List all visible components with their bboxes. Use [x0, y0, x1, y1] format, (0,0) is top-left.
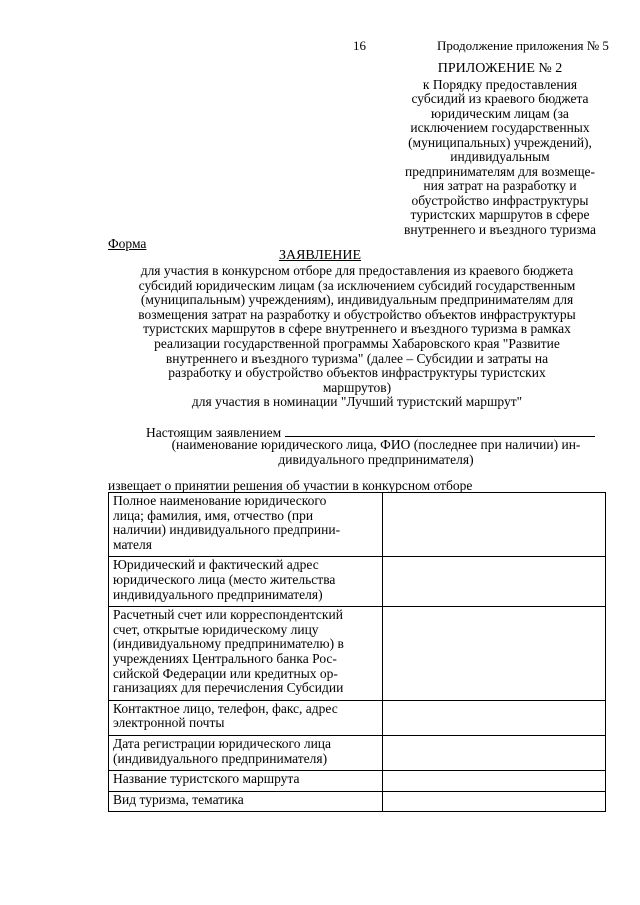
appendix-title: ПРИЛОЖЕНИЕ № 2	[437, 61, 563, 76]
field-label-line: Полное наименование юридического	[113, 493, 327, 508]
table-row	[109, 791, 606, 812]
table-row	[109, 607, 606, 701]
application-table	[108, 492, 606, 812]
field-label-line: Контактное лицо, телефон, факс, адрес	[113, 700, 338, 716]
field-value-cell[interactable]	[382, 493, 605, 557]
applicant-hint	[146, 438, 606, 467]
field-label-line: наличии) индивидуального предприни-	[113, 522, 341, 538]
applicant-hint-line: дивидуального предпринимателя)	[278, 451, 474, 467]
appendix-line: обустройство инфраструктуры	[411, 192, 589, 208]
statement-line: для участия в конкурсном отборе для предоставления из краевого бюджета	[140, 263, 574, 278]
statement-line: внутреннего и въездного туризма" (далее – Субсидии и затраты на	[165, 350, 549, 366]
appendix-lines	[380, 78, 620, 238]
field-label-cell	[109, 771, 383, 792]
table-row	[109, 557, 606, 607]
field-label-cell	[109, 493, 383, 557]
appendix-block	[380, 62, 620, 237]
statement-title	[0, 248, 640, 264]
field-label-line: (индивидуального предпринимателя)	[113, 750, 328, 766]
field-value-cell[interactable]	[382, 557, 605, 607]
statement-line: субсидий юридическим лицам (за исключением субсидий государственным	[138, 277, 576, 293]
appendix-line: субсидий из краевого бюджета	[411, 91, 589, 106]
table-row	[109, 700, 606, 735]
appendix-line: к Порядку предоставления	[422, 76, 578, 92]
applicant-name-blank[interactable]	[285, 424, 595, 437]
applicant-intro-text: Настоящим заявлением	[146, 425, 282, 440]
appendix-line: юридическим лицам (за	[431, 105, 569, 121]
table-row	[109, 771, 606, 792]
field-label-line: сийской Федерации или кредитных ор-	[113, 665, 338, 681]
field-label-line: учреждениях Центрального банка Рос-	[113, 650, 337, 666]
statement-title-text: ЗАЯВЛЕНИЕ	[278, 248, 362, 263]
appendix-line: внутреннего и въездного туризма	[404, 221, 596, 237]
field-value-cell[interactable]	[382, 700, 605, 735]
field-label-line: Название туристского маршрута	[113, 771, 300, 787]
applicant-hint-line: (наименование юридического лица, ФИО (последнее при наличии) ин-	[171, 437, 581, 452]
field-label-cell	[109, 700, 383, 735]
appendix-line: ния затрат на разработку и	[423, 178, 577, 193]
table-row	[109, 735, 606, 770]
field-label-line: юридического лица (место жительства	[113, 571, 336, 587]
appendix-line: (муниципальных) учреждений),	[408, 134, 592, 150]
field-label-line: лица; фамилия, имя, отчество (при	[113, 507, 314, 523]
statement-body	[108, 264, 606, 395]
field-value-cell[interactable]	[382, 607, 605, 701]
field-value-cell[interactable]	[382, 791, 605, 812]
statement-line: маршрутов)	[322, 379, 392, 395]
field-label-line: ганизациях для перечисления Субсидии	[113, 680, 344, 696]
nomination-line: для участия в номинации "Лучший туристский маршрут"	[191, 394, 523, 409]
field-label-cell	[109, 607, 383, 701]
field-value-cell[interactable]	[382, 735, 605, 770]
field-label-line: Расчетный счет или корреспондентский	[113, 607, 343, 623]
form-label: Форма	[108, 236, 147, 251]
field-label-line: Юридический и фактический адрес	[113, 557, 319, 573]
statement-line: возмещения затрат на разработку и обустройство объектов инфраструктуры	[138, 306, 576, 322]
field-value-cell[interactable]	[382, 771, 605, 792]
field-label-cell	[109, 791, 383, 812]
statement-line: (муниципальным) учреждениям), индивидуальным предпринимателям для	[140, 292, 574, 308]
continuation-note: Продолжение приложения № 5	[437, 38, 609, 53]
field-label-line: Вид туризма, тематика	[113, 791, 244, 807]
field-label-line: индивидуального предпринимателя)	[113, 586, 323, 602]
field-label-line: Дата регистрации юридического лица	[113, 735, 332, 751]
appendix-line: предпринимателям для возмеще-	[405, 163, 595, 179]
statement-line: разработку и обустройство объектов инфраструктуры туристских	[168, 365, 546, 381]
field-label-line: (индивидуальному предпринимателю) в	[113, 636, 344, 652]
field-label-line: электронной почты	[113, 715, 225, 731]
appendix-line: индивидуальным	[450, 149, 550, 164]
statement-line: реализации государственной программы Хабаровского края "Развитие	[154, 335, 560, 351]
page-number: 16	[353, 38, 366, 53]
field-label-line: счет, открытые юридическому лицу	[113, 621, 319, 637]
statement-line: туристских маршрутов в сфере внутреннего и въездного туризма в рамках	[143, 321, 571, 337]
appendix-line: исключением государственных	[410, 120, 590, 135]
field-label-cell	[109, 557, 383, 607]
table-row	[109, 493, 606, 557]
notifies-line: извещает о принятии решения об участии в конкурсном отборе	[108, 478, 473, 493]
field-label-line: мателя	[113, 536, 152, 552]
field-label-cell	[109, 735, 383, 770]
appendix-line: туристских маршрутов в сфере	[410, 207, 590, 222]
